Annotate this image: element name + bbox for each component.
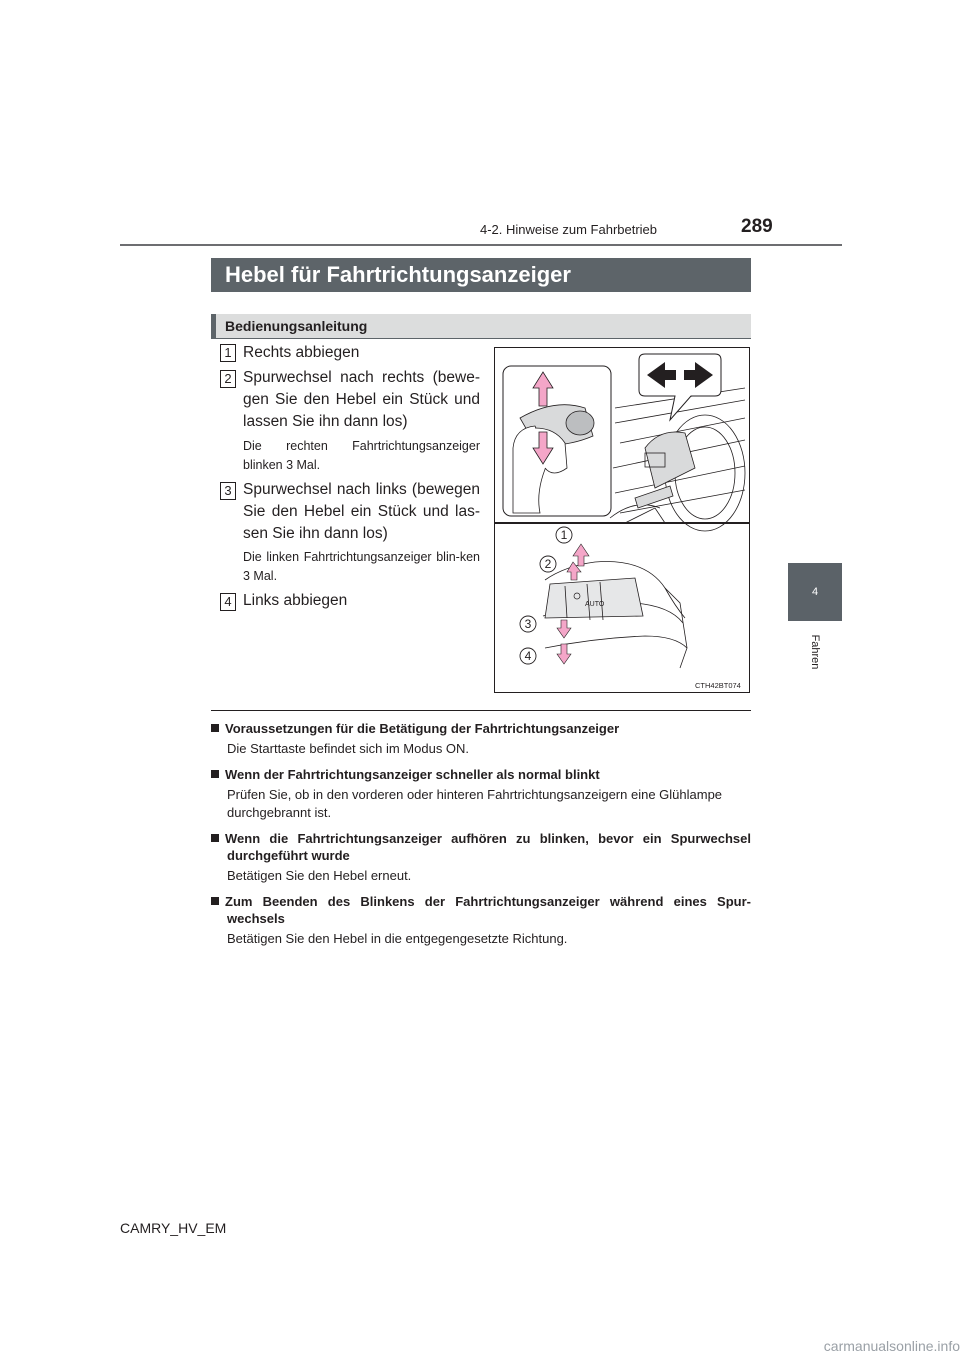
item-text-1: Rechts abbiegen [243, 344, 360, 361]
notes-rule [211, 710, 751, 711]
chapter-label-text: Fahren [809, 634, 821, 670]
figure-svg [495, 348, 749, 692]
model-code: CAMRY_HV_EM [120, 1220, 227, 1236]
note-heading-2: Wenn der Fahrtrichtungsanzeiger schneller als normal blinkt [225, 767, 600, 782]
item-text-3: Spurwechsel nach links (bewegen Sie den Hebel ein Stück und las-sen Sie ihn dann los) [243, 481, 480, 542]
note-block-4 [211, 893, 751, 948]
note-body-3: Betätigen Sie den Hebel erneut. [227, 868, 412, 883]
item-number-1: 1 [220, 344, 236, 362]
header-rule [120, 244, 842, 246]
subheading [211, 314, 751, 338]
callout-4: 4 [524, 649, 532, 663]
note-body-1: Die Starttaste befindet sich im Modus ON. [227, 741, 470, 756]
turn-signal-lever-illustration [494, 347, 750, 693]
item-text-4: Links abbiegen [243, 592, 348, 609]
callout-bubble [639, 354, 721, 420]
note-body-2: Prüfen Sie, ob in den vorderen oder hinteren Fahrtrichtungsanzeigern eine Glühlampe durchgebrannt ist. [227, 787, 723, 820]
bullet-square-icon [211, 770, 219, 778]
callout-1: 1 [560, 528, 568, 542]
arrow-3-icon [557, 620, 571, 638]
bullet-square-icon [211, 834, 219, 842]
item-note-2: Die rechten Fahrtrichtungsanzeiger blinken 3 Mal. [243, 439, 480, 472]
item-text-2: Spurwechsel nach rechts (bewe-gen Sie den Hebel ein Stück und lassen Sie ihn dann los) [243, 369, 480, 430]
item-number-4: 4 [220, 593, 236, 611]
figure-code: CTH42BT074 [695, 681, 741, 690]
item-number-3: 3 [220, 482, 236, 500]
chapter-tab: 4 [788, 563, 842, 621]
note-body-4: Betätigen Sie den Hebel in die entgegengesetzte Richtung. [227, 931, 568, 946]
watermark: carmanualsonline.info [823, 1338, 960, 1354]
bullet-square-icon [211, 724, 219, 732]
note-block-1 [211, 720, 751, 758]
page-number: 289 [741, 216, 773, 237]
note-block-2 [211, 766, 751, 822]
section-title: 4-2. Hinweise zum Fahrbetrieb [480, 222, 658, 237]
chapter-tab-label [808, 628, 822, 678]
notes-section [211, 720, 751, 956]
arrow-4-icon [557, 644, 571, 664]
arrow-1-icon [573, 544, 589, 566]
page-heading [211, 258, 751, 292]
subheading-rule [211, 338, 751, 339]
note-heading-4: Zum Beenden des Blinkens der Fahrtrichtungsanzeiger während eines Spur-wechsels [225, 894, 751, 926]
subheading-text: Bedienungsanleitung [225, 318, 368, 334]
callout-3: 3 [524, 617, 532, 631]
bullet-square-icon [211, 897, 219, 905]
auto-label: AUTO [585, 601, 605, 608]
item-note-3: Die linken Fahrtrichtungsanzeiger blin-ken 3 Mal. [243, 550, 480, 583]
note-block-3 [211, 830, 751, 885]
item-number-2: 2 [220, 370, 236, 388]
callout-2: 2 [544, 557, 552, 571]
note-heading-1: Voraussetzungen für die Betätigung der Fahrtrichtungsanzeiger [225, 721, 620, 736]
page-heading-text: Hebel für Fahrtrichtungsanzeiger [225, 262, 571, 287]
note-heading-3: Wenn die Fahrtrichtungsanzeiger aufhören zu blinken, bevor ein Spurwechsel durchgeführt wurde [225, 831, 751, 863]
